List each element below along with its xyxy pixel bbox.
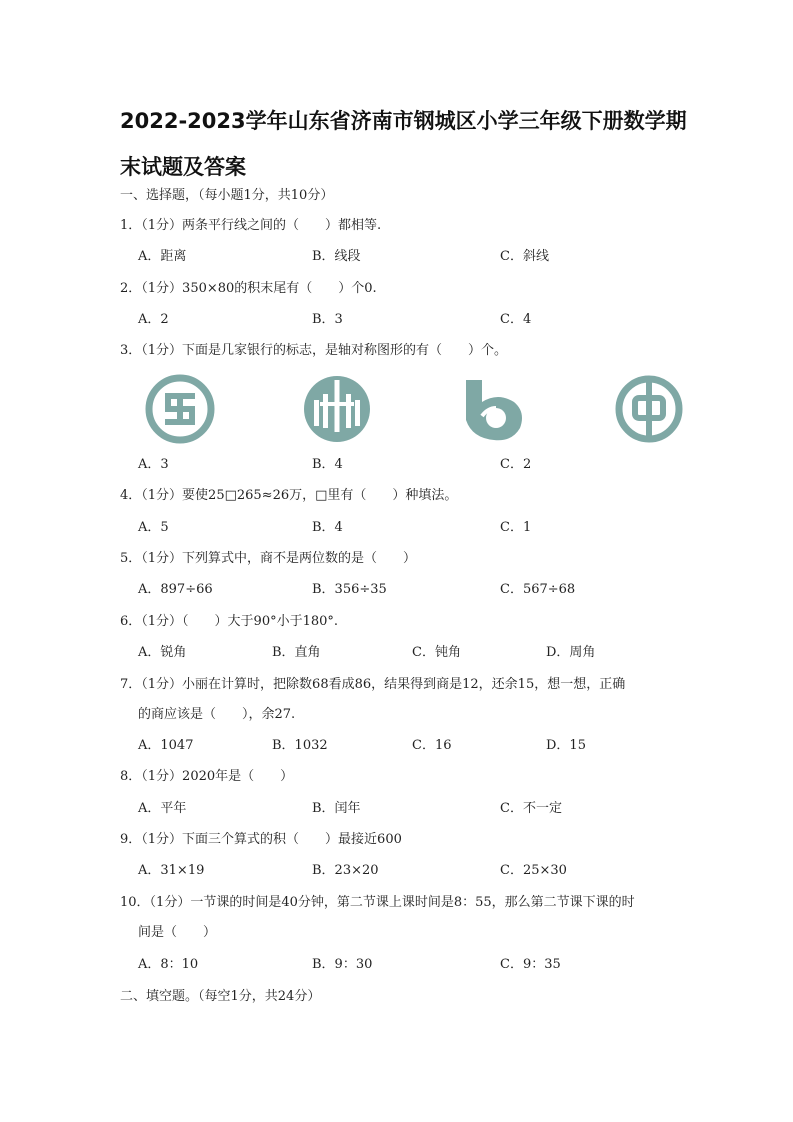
q2-option-c: C．4 [500, 312, 532, 327]
question-3: 3．（1分）下面是几家银行的标志，是轴对称图形的有（ ）个。 [120, 343, 508, 358]
section-heading-fill-blank: 二、填空题。（每空1分，共24分） [120, 989, 321, 1004]
q3-option-c: C．2 [500, 457, 532, 472]
q6-option-c: C．钝角 [412, 645, 461, 660]
question-10-line-2: 间是（ ） [138, 925, 217, 940]
q8-option-c: C．不一定 [500, 801, 562, 816]
bank-logo-icbc-icon [143, 372, 217, 446]
bank-logo-boc-icon [612, 372, 686, 446]
question-8: 8．（1分）2020年是（ ） [120, 769, 294, 784]
question-7: 7．（1分）小丽在计算时，把除数68看成86，结果得到商是12，还余15，想一想，正确 [120, 677, 626, 692]
q3-option-a: A．3 [138, 457, 169, 472]
q4-option-c: C．1 [500, 520, 532, 535]
bank-logo-citic-icon [300, 372, 374, 446]
page-title: 2022-2023学年山东省济南市钢城区小学三年级下册数学期末试题及答案 [120, 109, 687, 179]
question-9: 9．（1分）下面三个算式的积（ ）最接近600 [120, 832, 402, 847]
q9-option-c: C．25×30 [500, 863, 567, 878]
question-7-line-2: 的商应该是（ ），余27. [138, 707, 296, 722]
question-4: 4．（1分）要使25□265≈26万，□里有（ ）种填法。 [120, 488, 458, 503]
q1-option-c: C．斜线 [500, 249, 549, 264]
question-2: 2．（1分）350×80的积末尾有（ ）个0. [120, 281, 377, 296]
q8-option-b: B．闰年 [312, 801, 361, 816]
question-10: 10．（1分）一节课的时间是40分钟，第二节课上课时间是8：55，那么第二节课下课的时 [120, 895, 635, 910]
question-6: 6．（1分）（ ）大于90°小于180°. [120, 614, 339, 629]
q4-option-a: A．5 [138, 520, 169, 535]
q7-option-b: B．1032 [272, 738, 328, 753]
q5-option-a: A．897÷66 [138, 582, 213, 597]
q7-option-a: A．1047 [138, 738, 194, 753]
section-heading-choice: 一、选择题，（每小题1分，共10分） [120, 188, 334, 203]
q6-option-b: B．直角 [272, 645, 321, 660]
q5-option-c: C．567÷68 [500, 582, 576, 597]
q2-option-b: B．3 [312, 312, 343, 327]
q1-option-b: B．线段 [312, 249, 361, 264]
q10-option-b: B．9：30 [312, 957, 373, 972]
q9-option-a: A．31×19 [138, 863, 205, 878]
q6-option-a: A．锐角 [138, 645, 187, 660]
q10-option-c: C．9：35 [500, 957, 561, 972]
q7-option-c: C．16 [412, 738, 452, 753]
question-5: 5．（1分）下列算式中，商不是两位数的是（ ） [120, 551, 417, 566]
q7-option-d: D．15 [546, 738, 586, 753]
q1-option-a: A．距离 [138, 249, 187, 264]
q10-option-a: A．8：10 [138, 957, 199, 972]
question-1: 1．（1分）两条平行线之间的（ ）都相等. [120, 218, 382, 233]
q9-option-b: B．23×20 [312, 863, 379, 878]
q3-option-b: B．4 [312, 457, 343, 472]
bank-logo-bocom-icon [458, 372, 532, 446]
q2-option-a: A．2 [138, 312, 169, 327]
q4-option-b: B．4 [312, 520, 343, 535]
q8-option-a: A．平年 [138, 801, 187, 816]
q5-option-b: B．356÷35 [312, 582, 387, 597]
q6-option-d: D．周角 [546, 645, 596, 660]
